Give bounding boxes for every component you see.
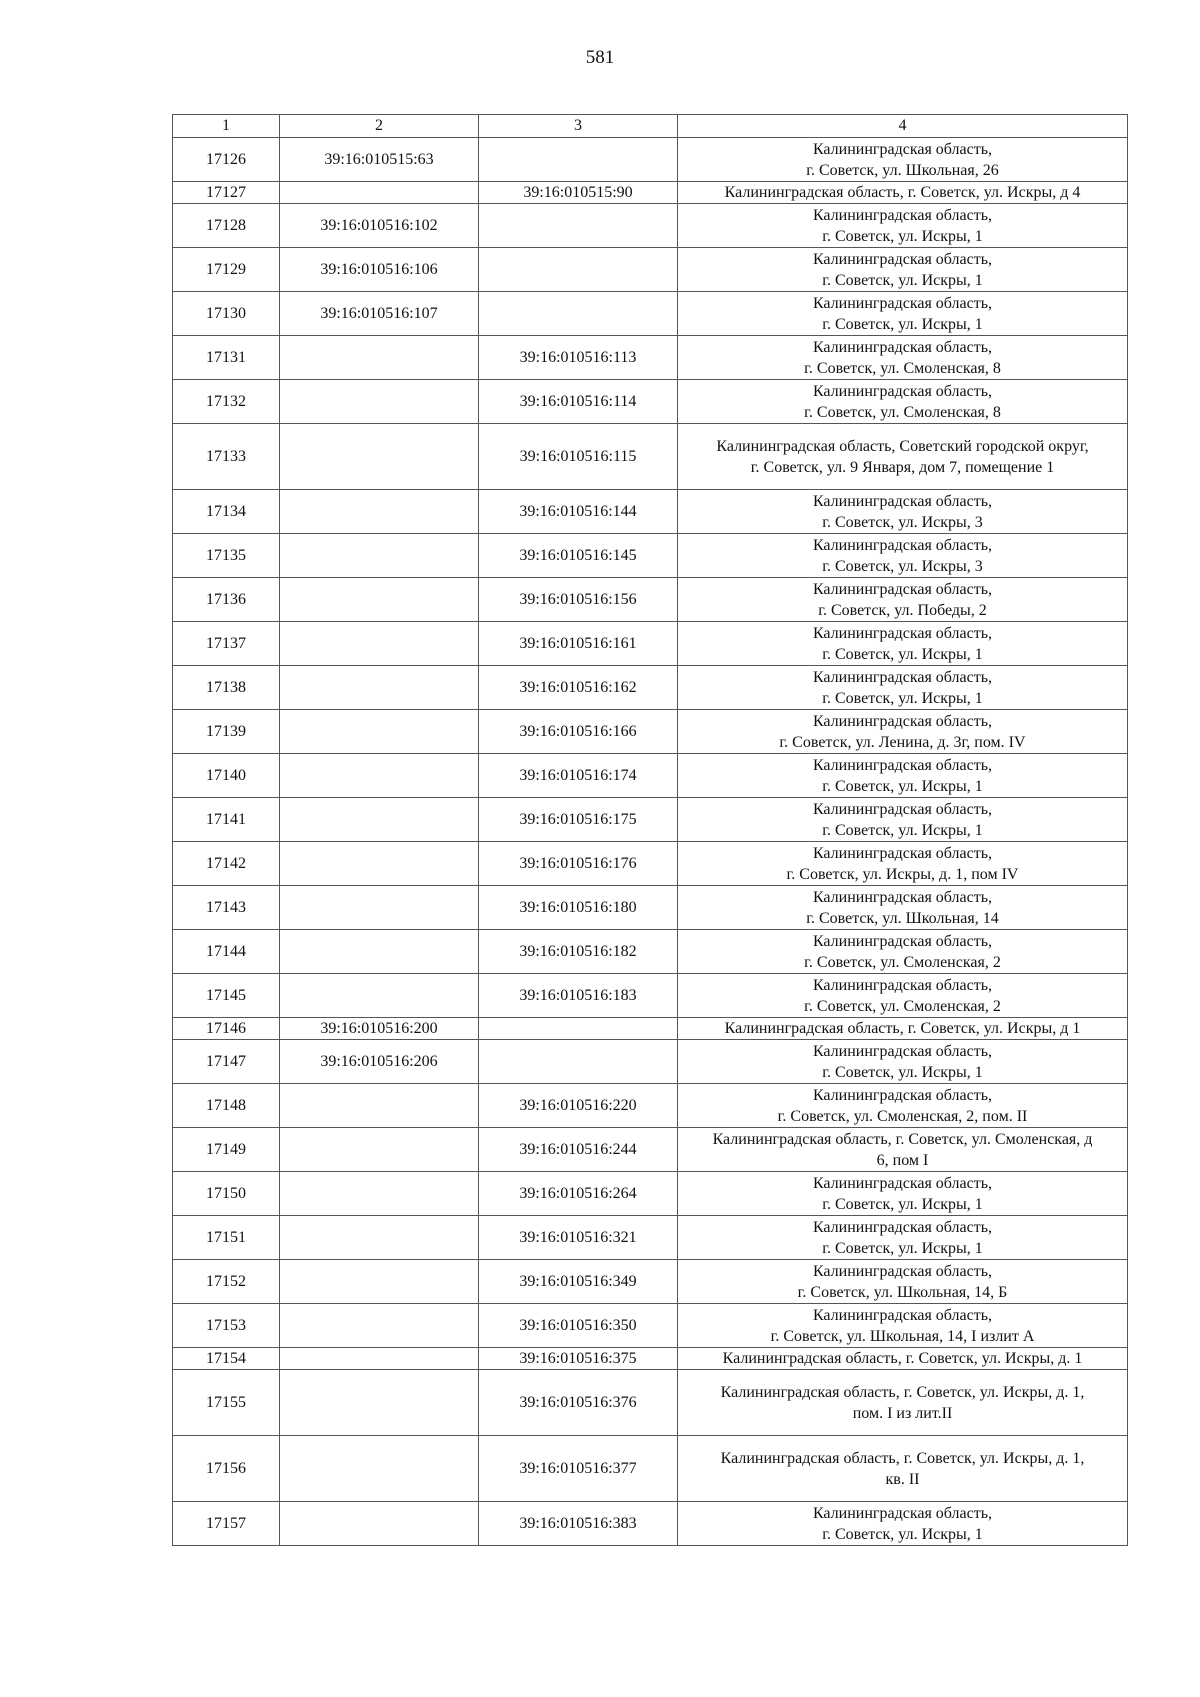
- cadastral-number-cell: 39:16:010516:321: [479, 1216, 678, 1260]
- column-header: 4: [678, 115, 1128, 138]
- address-cell: [678, 1436, 1128, 1502]
- cadastral-number-cell: [280, 424, 479, 490]
- cadastral-number-cell: 39:16:010516:162: [479, 666, 678, 710]
- table-row: [173, 380, 1128, 424]
- address-cell: [678, 336, 1128, 380]
- row-number-cell: 17143: [173, 886, 280, 930]
- address-line: Калининградская область, г. Советск, ул. Искры, д 1: [724, 1020, 1081, 1037]
- address-line: г. Советск, ул. Искры, 1: [822, 1195, 983, 1213]
- cadastral-number-cell: 39:16:010515:90: [479, 182, 678, 204]
- cadastral-number-cell: 39:16:010516:102: [280, 204, 479, 248]
- address-line: г. Советск, ул. Искры, 1: [822, 1063, 983, 1081]
- address-cell: [678, 710, 1128, 754]
- address-cell: [678, 622, 1128, 666]
- row-number-cell: 17157: [173, 1502, 280, 1546]
- address-cell: [678, 1304, 1128, 1348]
- table-row: [173, 930, 1128, 974]
- row-number-cell: 17153: [173, 1304, 280, 1348]
- address-cell: [678, 886, 1128, 930]
- address-line: г. Советск, ул. Искры, 1: [822, 271, 983, 289]
- address-line: Калининградская область,: [812, 250, 993, 268]
- cadastral-number-cell: 39:16:010516:166: [479, 710, 678, 754]
- row-number-cell: 17156: [173, 1436, 280, 1502]
- address-cell: [678, 1084, 1128, 1128]
- cadastral-number-cell: 39:16:010516:376: [479, 1370, 678, 1436]
- cadastral-number-cell: [280, 666, 479, 710]
- address-line: кв. II: [885, 1470, 920, 1488]
- row-number-cell: 17154: [173, 1348, 280, 1370]
- address-line: г. Советск, ул. Искры, 1: [822, 645, 983, 663]
- table-row: [173, 886, 1128, 930]
- address-line: Калининградская область,: [812, 294, 993, 312]
- table-row: [173, 1370, 1128, 1436]
- row-number-cell: 17155: [173, 1370, 280, 1436]
- address-line: г. Советск, ул. Искры, 1: [822, 1525, 983, 1543]
- table-row: [173, 1084, 1128, 1128]
- address-line: Калининградская область,: [812, 1174, 993, 1192]
- table-row: [173, 798, 1128, 842]
- cadastral-number-cell: [280, 1436, 479, 1502]
- cadastral-number-cell: 39:16:010516:377: [479, 1436, 678, 1502]
- row-number-cell: 17148: [173, 1084, 280, 1128]
- cadastral-number-cell: 39:16:010515:63: [280, 138, 479, 182]
- table-row: [173, 754, 1128, 798]
- cadastral-number-cell: 39:16:010516:175: [479, 798, 678, 842]
- address-line: Калининградская область,: [812, 800, 993, 818]
- table-row: [173, 1172, 1128, 1216]
- cadastral-number-cell: [280, 1172, 479, 1216]
- table-row: [173, 1260, 1128, 1304]
- address-line: Калининградская область,: [812, 1218, 993, 1236]
- cadastral-number-cell: 39:16:010516:350: [479, 1304, 678, 1348]
- address-cell: [678, 424, 1128, 490]
- address-cell: [678, 1216, 1128, 1260]
- address-line: Калининградская область,: [812, 976, 993, 994]
- cadastral-number-cell: [280, 1128, 479, 1172]
- cadastral-number-cell: 39:16:010516:264: [479, 1172, 678, 1216]
- row-number-cell: 17138: [173, 666, 280, 710]
- address-line: Калининградская область,: [812, 888, 993, 906]
- table-row: [173, 292, 1128, 336]
- cadastral-number-cell: [280, 490, 479, 534]
- address-line: Калининградская область,: [812, 668, 993, 686]
- table-row: [173, 666, 1128, 710]
- row-number-cell: 17152: [173, 1260, 280, 1304]
- row-number-cell: 17150: [173, 1172, 280, 1216]
- column-header: 1: [173, 115, 280, 138]
- cadastral-number-cell: [280, 974, 479, 1018]
- address-cell: [678, 138, 1128, 182]
- address-cell: [678, 490, 1128, 534]
- row-number-cell: 17141: [173, 798, 280, 842]
- cadastral-number-cell: 39:16:010516:107: [280, 292, 479, 336]
- address-cell: [678, 1370, 1128, 1436]
- address-line: Калининградская область, г. Советск, ул. Искры, д. 1: [722, 1350, 1083, 1367]
- address-line: Калининградская область,: [812, 1306, 993, 1324]
- cadastral-number-cell: [280, 1348, 479, 1370]
- row-number-cell: 17127: [173, 182, 280, 204]
- address-cell: [678, 798, 1128, 842]
- address-line: Калининградская область,: [812, 624, 993, 642]
- cadastral-number-cell: 39:16:010516:176: [479, 842, 678, 886]
- row-number-cell: 17139: [173, 710, 280, 754]
- address-line: Калининградская область,: [812, 756, 993, 774]
- cadastral-number-cell: [479, 138, 678, 182]
- cadastral-number-cell: [280, 1304, 479, 1348]
- address-cell: [678, 248, 1128, 292]
- row-number-cell: 17146: [173, 1018, 280, 1040]
- address-line: г. Советск, ул. Смоленская, 8: [804, 403, 1001, 421]
- address-line: г. Советск, ул. Искры, 1: [822, 1239, 983, 1257]
- address-line: Калининградская область,: [812, 1042, 993, 1060]
- table-row: [173, 424, 1128, 490]
- address-line: Калининградская область,: [812, 580, 993, 598]
- cadastral-number-cell: [479, 204, 678, 248]
- row-number-cell: 17137: [173, 622, 280, 666]
- address-line: Калининградская область,: [812, 932, 993, 950]
- table-row: [173, 1502, 1128, 1546]
- cadastral-number-cell: 39:16:010516:375: [479, 1348, 678, 1370]
- cadastral-number-cell: 39:16:010516:182: [479, 930, 678, 974]
- address-cell: [678, 974, 1128, 1018]
- cadastral-number-cell: [280, 1260, 479, 1304]
- address-line: Калининградская область,: [812, 1504, 993, 1522]
- address-cell: [678, 1172, 1128, 1216]
- address-cell: [678, 578, 1128, 622]
- row-number-cell: 17142: [173, 842, 280, 886]
- table-row: [173, 974, 1128, 1018]
- address-line: Калининградская область,: [812, 712, 993, 730]
- address-line: Калининградская область, Советский городской округ,: [716, 437, 1089, 455]
- address-cell: [678, 380, 1128, 424]
- cadastral-number-cell: [280, 578, 479, 622]
- address-line: г. Советск, ул. Искры, 1: [822, 227, 983, 245]
- address-cell: [678, 842, 1128, 886]
- address-line: г. Советск, ул. Смоленская, 2: [804, 953, 1001, 971]
- cadastral-number-cell: 39:16:010516:220: [479, 1084, 678, 1128]
- address-line: Калининградская область,: [812, 206, 993, 224]
- cadastral-number-cell: 39:16:010516:206: [280, 1040, 479, 1084]
- address-line: пом. I из лит.II: [852, 1404, 953, 1422]
- row-number-cell: 17132: [173, 380, 280, 424]
- cadastral-number-cell: 39:16:010516:114: [479, 380, 678, 424]
- address-cell: [678, 1348, 1128, 1370]
- address-line: г. Советск, ул. Школьная, 26: [806, 161, 999, 179]
- address-line: г. Советск, ул. Школьная, 14, I излит А: [770, 1327, 1035, 1345]
- address-line: Калининградская область, г. Советск, ул. Смоленская, д: [712, 1130, 1093, 1148]
- table-row: [173, 1216, 1128, 1260]
- address-cell: [678, 754, 1128, 798]
- cadastral-number-cell: [280, 710, 479, 754]
- cadastral-number-cell: [479, 1018, 678, 1040]
- row-number-cell: 17149: [173, 1128, 280, 1172]
- table-row: [173, 138, 1128, 182]
- address-line: г. Советск, ул. Искры, 1: [822, 689, 983, 707]
- address-cell: [678, 204, 1128, 248]
- cadastral-number-cell: [479, 1040, 678, 1084]
- cadastral-number-cell: [280, 1216, 479, 1260]
- table-row: [173, 1348, 1128, 1370]
- cadastral-number-cell: 39:16:010516:115: [479, 424, 678, 490]
- address-line: г. Советск, ул. 9 Января, дом 7, помещение 1: [750, 458, 1055, 476]
- address-cell: [678, 182, 1128, 204]
- address-line: Калининградская область,: [812, 338, 993, 356]
- row-number-cell: 17135: [173, 534, 280, 578]
- table-row: [173, 1304, 1128, 1348]
- cadastral-number-cell: 39:16:010516:174: [479, 754, 678, 798]
- row-number-cell: 17133: [173, 424, 280, 490]
- row-number-cell: 17144: [173, 930, 280, 974]
- address-cell: [678, 1040, 1128, 1084]
- cadastral-number-cell: [280, 622, 479, 666]
- address-line: Калининградская область,: [812, 140, 993, 158]
- page-number: 581: [585, 47, 615, 68]
- address-line: г. Советск, ул. Искры, 1: [822, 315, 983, 333]
- cadastral-number-cell: 39:16:010516:244: [479, 1128, 678, 1172]
- row-number-cell: 17140: [173, 754, 280, 798]
- cadastral-number-cell: [479, 292, 678, 336]
- address-line: 6, пом I: [876, 1151, 929, 1169]
- cadastral-number-cell: [280, 1502, 479, 1546]
- table-row: [173, 1436, 1128, 1502]
- address-line: Калининградская область,: [812, 536, 993, 554]
- address-line: Калининградская область,: [812, 382, 993, 400]
- address-line: г. Советск, ул. Смоленская, 2: [804, 997, 1001, 1015]
- address-cell: [678, 534, 1128, 578]
- address-line: г. Советск, ул. Школьная, 14: [806, 909, 999, 927]
- cadastral-number-cell: [280, 754, 479, 798]
- address-cell: [678, 666, 1128, 710]
- cadastral-number-cell: [280, 886, 479, 930]
- cadastral-number-cell: [280, 182, 479, 204]
- cadastral-number-cell: [280, 534, 479, 578]
- address-line: г. Советск, ул. Искры, 1: [822, 777, 983, 795]
- address-cell: [678, 1260, 1128, 1304]
- address-line: Калининградская область,: [812, 1262, 993, 1280]
- address-line: г. Советск, ул. Школьная, 14, Б: [797, 1283, 1008, 1301]
- address-line: г. Советск, ул. Смоленская, 2, пом. II: [777, 1107, 1028, 1125]
- row-number-cell: 17147: [173, 1040, 280, 1084]
- row-number-cell: 17128: [173, 204, 280, 248]
- cadastral-number-cell: 39:16:010516:349: [479, 1260, 678, 1304]
- address-line: г. Советск, ул. Смоленская, 8: [804, 359, 1001, 377]
- address-line: Калининградская область, г. Советск, ул. Искры, д. 1,: [720, 1449, 1085, 1467]
- cadastral-number-cell: 39:16:010516:383: [479, 1502, 678, 1546]
- address-cell: [678, 292, 1128, 336]
- row-number-cell: 17129: [173, 248, 280, 292]
- table-row: [173, 710, 1128, 754]
- cadastral-number-cell: 39:16:010516:113: [479, 336, 678, 380]
- address-line: Калининградская область,: [812, 1086, 993, 1104]
- address-line: Калининградская область,: [812, 844, 993, 862]
- address-line: г. Советск, ул. Победы, 2: [818, 601, 987, 619]
- address-cell: [678, 1018, 1128, 1040]
- row-number-cell: 17145: [173, 974, 280, 1018]
- address-line: Калининградская область, г. Советск, ул. Искры, д. 1,: [720, 1383, 1085, 1401]
- address-line: Калининградская область, г. Советск, ул. Искры, д 4: [724, 184, 1081, 201]
- row-number-cell: 17134: [173, 490, 280, 534]
- table-row: [173, 490, 1128, 534]
- cadastral-number-cell: 39:16:010516:144: [479, 490, 678, 534]
- address-line: Калининградская область,: [812, 492, 993, 510]
- address-cell: [678, 930, 1128, 974]
- cadastral-number-cell: [280, 1370, 479, 1436]
- table-row: [173, 182, 1128, 204]
- address-line: г. Советск, ул. Ленина, д. 3г, пом. IV: [779, 733, 1026, 751]
- cadastral-number-cell: [280, 798, 479, 842]
- row-number-cell: 17130: [173, 292, 280, 336]
- row-number-cell: 17131: [173, 336, 280, 380]
- table-row: [173, 1128, 1128, 1172]
- registry-table: [172, 114, 1128, 1546]
- address-line: г. Советск, ул. Искры, д. 1, пом IV: [786, 865, 1019, 883]
- table-row: [173, 534, 1128, 578]
- cadastral-number-cell: [479, 248, 678, 292]
- table-row: [173, 248, 1128, 292]
- cadastral-number-cell: 39:16:010516:145: [479, 534, 678, 578]
- table-row: [173, 336, 1128, 380]
- table-row: [173, 842, 1128, 886]
- cadastral-number-cell: [280, 1084, 479, 1128]
- column-header: 3: [479, 115, 678, 138]
- cadastral-number-cell: 39:16:010516:161: [479, 622, 678, 666]
- cadastral-number-cell: 39:16:010516:180: [479, 886, 678, 930]
- address-cell: [678, 1502, 1128, 1546]
- cadastral-number-cell: 39:16:010516:156: [479, 578, 678, 622]
- table-row: [173, 1040, 1128, 1084]
- address-line: г. Советск, ул. Искры, 1: [822, 821, 983, 839]
- table-row: [173, 578, 1128, 622]
- row-number-cell: 17136: [173, 578, 280, 622]
- cadastral-number-cell: [280, 336, 479, 380]
- address-cell: [678, 1128, 1128, 1172]
- row-number-cell: 17151: [173, 1216, 280, 1260]
- address-line: г. Советск, ул. Искры, 3: [822, 513, 983, 531]
- cadastral-number-cell: 39:16:010516:183: [479, 974, 678, 1018]
- cadastral-number-cell: [280, 842, 479, 886]
- address-line: г. Советск, ул. Искры, 3: [822, 557, 983, 575]
- cadastral-number-cell: [280, 380, 479, 424]
- cadastral-number-cell: 39:16:010516:106: [280, 248, 479, 292]
- cadastral-number-cell: 39:16:010516:200: [280, 1018, 479, 1040]
- table-header-row: [173, 115, 1128, 138]
- column-header: 2: [280, 115, 479, 138]
- table-row: [173, 622, 1128, 666]
- table-row: [173, 204, 1128, 248]
- row-number-cell: 17126: [173, 138, 280, 182]
- cadastral-number-cell: [280, 930, 479, 974]
- table-row: [173, 1018, 1128, 1040]
